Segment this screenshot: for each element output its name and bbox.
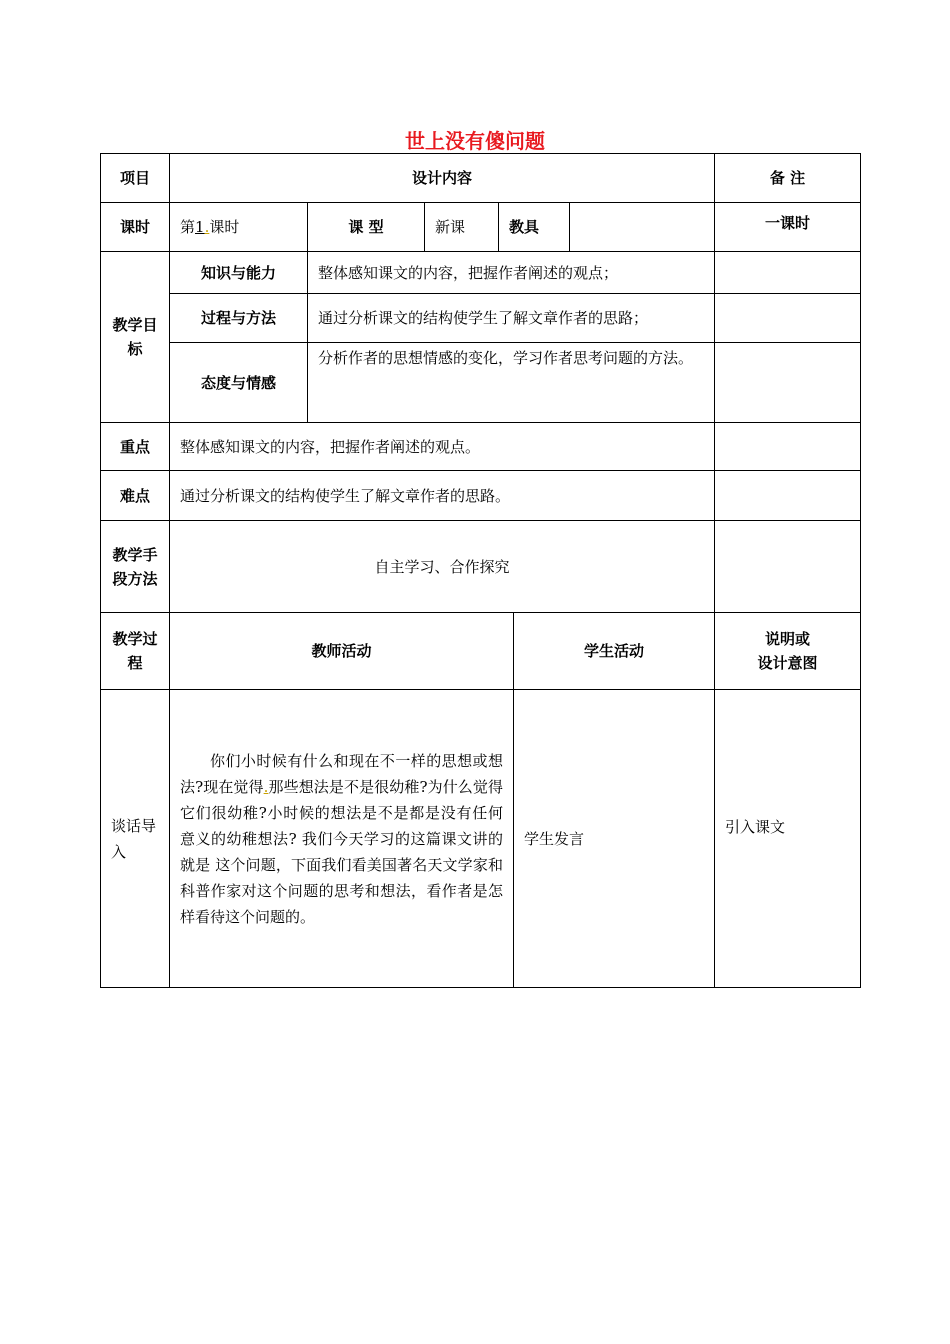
goal-note-knowledge: [715, 252, 861, 294]
goal-note-attitude: [715, 343, 861, 423]
methods-label: 教学手段方法: [101, 521, 170, 613]
lesson-tools-label: 教具: [499, 203, 570, 252]
key-point-note: [715, 423, 861, 471]
goals-label: 教学目标: [101, 252, 170, 423]
lesson-tools-value: [570, 203, 715, 252]
difficulty-note: [715, 471, 861, 521]
key-point-label: 重点: [101, 423, 170, 471]
methods-content: 自主学习、合作探究: [170, 521, 715, 613]
lesson-label: 课时: [101, 203, 170, 252]
intro-student-activity: 学生发言: [514, 690, 715, 988]
goal-name-knowledge: 知识与能力: [170, 252, 308, 294]
process-teacher-header: 教师活动: [170, 613, 514, 690]
document-title: 世上没有傻问题: [405, 129, 545, 153]
difficulty-label: 难点: [101, 471, 170, 521]
lesson-type-value: 新课: [425, 203, 499, 252]
intro-label: 谈话导入: [101, 690, 170, 988]
goal-name-process: 过程与方法: [170, 294, 308, 343]
header-design: 设计内容: [170, 154, 715, 203]
lesson-plan-table: [100, 153, 861, 988]
intro-note: 引入课文: [715, 690, 861, 988]
header-note: 备 注: [715, 154, 861, 203]
lesson-note: 一课时: [715, 203, 861, 252]
goal-name-attitude: 态度与情感: [170, 343, 308, 423]
goal-content-knowledge: 整体感知课文的内容，把握作者阐述的观点；: [308, 252, 715, 294]
process-note-header: 说明或 设计意图: [715, 613, 861, 690]
difficulty-content: 通过分析课文的结构使学生了解文章作者的思路。: [170, 471, 715, 521]
process-student-header: 学生活动: [514, 613, 715, 690]
lesson-type-label: 课 型: [308, 203, 425, 252]
header-item: 项目: [101, 154, 170, 203]
lesson-number: 1: [195, 218, 205, 236]
goal-note-process: [715, 294, 861, 343]
intro-teacher-activity: 你们小时候有什么和现在不一样的思想或想法?现在觉得.那些想法是不是很幼稚?为什么觉得它们很幼稚?小时候的想法是不是都是没有任何意义的幼稚想法? 我们今天学习的这篇课文讲的就是 这个问题，下面我们看美国著名天文学家和科普作家对这个问题的思考和想法，看作者是怎样看待这个问题的。: [170, 690, 514, 988]
lesson-period: 第1.课时: [170, 203, 308, 252]
goal-content-process: 通过分析课文的结构使学生了解文章作者的思路；: [308, 294, 715, 343]
process-label: 教学过程: [101, 613, 170, 690]
methods-note: [715, 521, 861, 613]
key-point-content: 整体感知课文的内容，把握作者阐述的观点。: [170, 423, 715, 471]
goal-content-attitude: 分析作者的思想情感的变化，学习作者思考问题的方法。: [308, 343, 715, 423]
